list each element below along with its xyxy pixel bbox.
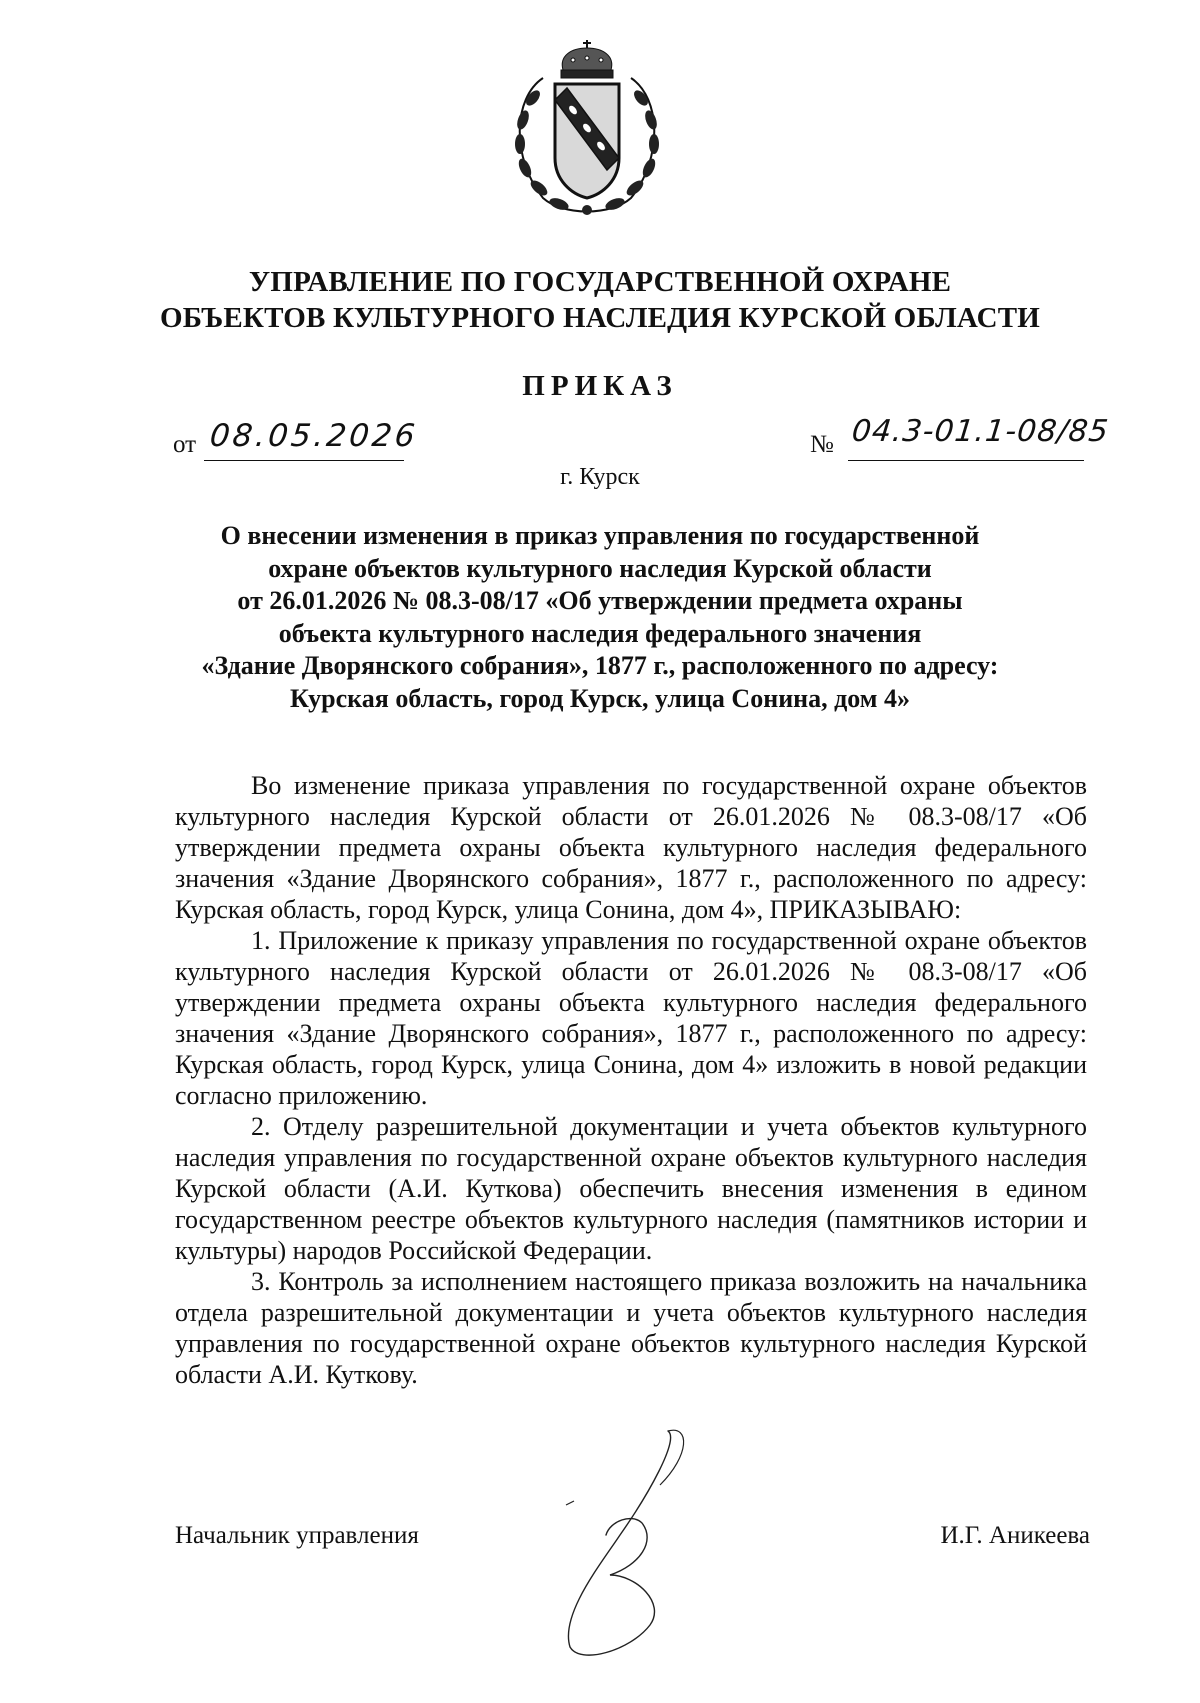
handwritten-signature (540, 1425, 740, 1660)
subject-line: О внесении изменения в приказ управления по государственной (220, 521, 980, 550)
body-paragraph-preamble: Во изменение приказа управления по государственной охране объектов культурного наследия Курской области от 26.01.2026 № 08.3-08/17 «Об утверждении предмета охраны объекта культурного наследия федерального значения «Здание Дворянского собрания», 1877 г., расположенного по адресу: Курская область, город Курск, улица Сонина, дом 4», ПРИКАЗЫВАЮ: (175, 771, 1087, 924)
organization-name-line-1: УПРАВЛЕНИЕ ПО ГОСУДАРСТВЕННОЙ ОХРАНЕ (248, 266, 952, 298)
document-type-title: ПРИКАЗ (522, 370, 678, 402)
coat-of-arms-emblem (503, 38, 671, 218)
document-date: 08.05.2026 (208, 418, 420, 454)
body-paragraph-item-1: 1. Приложение к приказу управления по государственной охране объектов культурного наследия Курской области от 26.01.2026 № 08.3-08/17 «Об утверждении предмета охраны объекта культурного наследия федерального значения «Здание Дворянского собрания», 1877 г., расположенного по адресу: Курская область, город Курск, улица Сонина, дом 4» изложить в новой редакции согласно приложению. (175, 926, 1087, 1110)
subject-line: объекта культурного наследия федерального значения (278, 618, 922, 648)
document-body (175, 770, 1087, 1390)
organization-name-line-2: ОБЪЕКТОВ КУЛЬТУРНОГО НАСЛЕДИЯ КУРСКОЙ ОБЛАСТИ (159, 302, 1041, 334)
city-label: г. Курск (560, 464, 640, 490)
subject-line: Курская область, город Курск, улица Сонина, дом 4» (289, 683, 911, 713)
subject-line: охране объектов культурного наследия Курской области (268, 553, 932, 583)
subject-line: «Здание Дворянского собрания», 1877 г., расположенного по адресу: (201, 651, 999, 680)
signatory-title: Начальник управления (175, 1522, 419, 1549)
signatory-name: И.Г. Аникеева (940, 1522, 1090, 1549)
document-number: 04.3-01.1-08/85 (850, 414, 1111, 449)
date-prefix: от (173, 431, 197, 458)
body-paragraph-item-2: 2. Отделу разрешительной документации и учета объектов культурного наследия управления по государственной охране объектов культурного наследия Курской области (А.И. Куткова) обеспечить внесения изменения в едином государственном реестре объектов культурного наследия (памятников истории и культуры) народов Российской Федерации. (175, 1112, 1087, 1265)
subject-line: от 26.01.2026 № 08.3-08/17 «Об утверждении предмета охраны (237, 586, 963, 615)
document-subject (170, 520, 1030, 715)
number-prefix: № (810, 431, 834, 458)
body-paragraph-item-3: 3. Контроль за исполнением настоящего приказа возложить на начальника отдела разрешительной документации и учета объектов культурного наследия управления по государственной охране объектов культурного наследия Курской области А.И. Куткову. (175, 1267, 1087, 1389)
